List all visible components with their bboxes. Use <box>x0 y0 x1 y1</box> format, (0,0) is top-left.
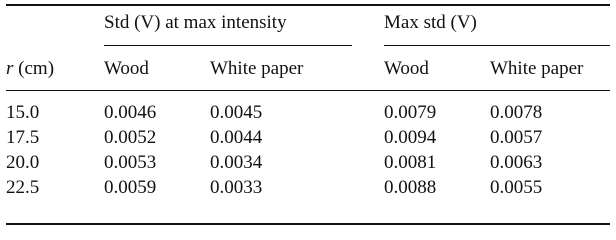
column-header-wood-2: Wood <box>384 58 429 79</box>
cell-std-white-paper: 0.0033 <box>210 177 263 198</box>
cell-std-white-paper: 0.0045 <box>210 102 263 123</box>
group-header-max-std: Max std (V) <box>384 12 477 33</box>
group-header-std-at-max-intensity: Std (V) at max intensity <box>104 12 287 33</box>
cell-r: 15.0 <box>6 102 40 123</box>
cell-max-std-wood: 0.0094 <box>384 127 437 148</box>
column-header-r <box>6 58 54 80</box>
cell-std-white-paper: 0.0034 <box>210 152 263 173</box>
header-rule <box>6 90 610 91</box>
cell-max-std-wood: 0.0079 <box>384 102 437 123</box>
top-rule <box>6 4 610 6</box>
cell-r: 20.0 <box>6 152 40 173</box>
r-symbol: r <box>6 58 14 79</box>
cell-max-std-white-paper: 0.0063 <box>490 152 543 173</box>
cell-std-white-paper: 0.0044 <box>210 127 263 148</box>
cell-std-wood: 0.0059 <box>104 177 157 198</box>
cell-max-std-white-paper: 0.0078 <box>490 102 543 123</box>
cell-std-wood: 0.0053 <box>104 152 157 173</box>
r-unit: (cm) <box>13 58 55 79</box>
group-underline-max-std <box>384 45 610 46</box>
column-header-wood-1: Wood <box>104 58 149 79</box>
column-header-white-paper-1: White paper <box>210 58 304 79</box>
cell-std-wood: 0.0046 <box>104 102 157 123</box>
cell-r: 17.5 <box>6 127 40 148</box>
cell-std-wood: 0.0052 <box>104 127 157 148</box>
group-underline-std-at-max-intensity <box>104 45 352 46</box>
column-header-white-paper-2: White paper <box>490 58 584 79</box>
bottom-rule <box>6 223 610 225</box>
cell-max-std-white-paper: 0.0057 <box>490 127 543 148</box>
cell-r: 22.5 <box>6 177 40 198</box>
cell-max-std-white-paper: 0.0055 <box>490 177 543 198</box>
cell-max-std-wood: 0.0081 <box>384 152 437 173</box>
cell-max-std-wood: 0.0088 <box>384 177 437 198</box>
